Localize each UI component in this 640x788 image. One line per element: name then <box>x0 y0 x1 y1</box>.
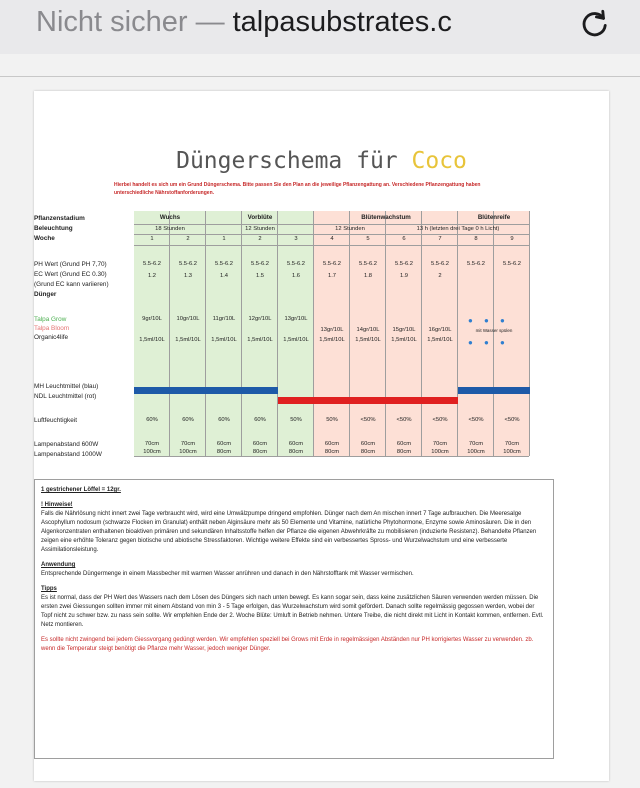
label-mh: MH Leuchtmittel (blau) <box>34 383 99 390</box>
grow-dose: 10gr/10L <box>176 316 200 322</box>
ph-value: 5.5-6.2 <box>142 261 162 267</box>
week-number: 5 <box>366 236 370 242</box>
lamp-distance-600: 70cm <box>468 441 484 447</box>
label-light: Beleuchtung <box>34 225 73 232</box>
ph-value: 5.5-6.2 <box>178 261 198 267</box>
ec-value: 1.7 <box>327 273 337 279</box>
anwendung-text: Entsprechende Düngermenge in einem Massbecher mit warmen Wasser anrühren und danach in den Nährstofftank mit Wasser vermischen. <box>41 571 414 577</box>
lamp-distance-1000: 80cm <box>324 449 340 455</box>
organic-dose: 1,5ml/10L <box>283 337 309 343</box>
url-separator: — <box>195 6 225 38</box>
phase-header: Blütenwachstum <box>361 214 411 221</box>
water-drop-icon: ● <box>484 316 489 325</box>
humidity-value: 60% <box>146 417 158 423</box>
label-fertilizer: Dünger <box>34 291 57 298</box>
label-week: Woche <box>34 235 55 242</box>
label-stadium: Pflanzenstadium <box>34 215 85 222</box>
ndl-light-bar <box>278 397 458 404</box>
label-organic: Organic4life <box>34 334 69 341</box>
organic-dose: 1,5ml/10L <box>319 337 345 343</box>
ph-value: 5.5-6.2 <box>286 261 306 267</box>
table-rule <box>134 234 529 235</box>
phase-header: Blütenreife <box>477 214 511 221</box>
ec-value: 1.8 <box>363 273 373 279</box>
grow-dose: 13gr/10L <box>284 316 308 322</box>
lamp-distance-1000: 80cm <box>360 449 376 455</box>
ec-value: 1.5 <box>255 273 265 279</box>
humidity-value: 60% <box>182 417 194 423</box>
ph-value: 5.5-6.2 <box>358 261 378 267</box>
grow-dose: 9gr/10L <box>142 316 162 322</box>
page-title <box>34 148 609 174</box>
lamp-distance-1000: 100cm <box>431 449 449 455</box>
lamp-distance-600: 70cm <box>432 441 448 447</box>
ph-value: 5.5-6.2 <box>502 261 522 267</box>
grow-dose: 11gr/10L <box>212 316 236 322</box>
lamp-distance-1000: 100cm <box>467 449 485 455</box>
lamp-distance-600: 70cm <box>504 441 520 447</box>
humidity-value: <50% <box>360 417 376 423</box>
week-number: 6 <box>402 236 406 242</box>
lamp-distance-600: 60cm <box>324 441 340 447</box>
tipps-text: Es ist normal, dass der PH Wert des Wassers nach dem Lösen des Düngers sich nach unten bewegt. Es kann sogar sein, dass keine zusätzlichen Säuren verwenden werden müssen. Die ersten zwei Giessungen sollten immer mit einem Abstand von min 3 - 5 Tage erfolgen, das Wurzelwachstum wird somit gefördert. Danach sollte regelmässig gegossen werden, wobei der Topf nicht zu schwer bzw. zu nass sein sollte. Wir empfehlen Ende der 2. Woche Blüte: Umluft in Betrieb nehmen. Untere Treibe, die nicht direkt mit Licht in Kontakt kommen, entfernen. Evtl. Netz montieren. <box>41 595 544 628</box>
week-number: 2 <box>186 236 190 242</box>
mh-light-bar <box>458 387 530 394</box>
ec-value: 1.9 <box>399 273 409 279</box>
week-number: 2 <box>258 236 262 242</box>
label-talpa-bloom: Talpa Bloom <box>34 325 70 332</box>
title-accent: Coco <box>411 148 467 174</box>
table-rule <box>134 245 529 246</box>
organic-dose: 1,5ml/10L <box>139 337 165 343</box>
humidity-value: <50% <box>396 417 412 423</box>
table-rule <box>134 456 529 457</box>
light-hours: 13 h (letzten drei Tage 0 h Licht) <box>416 226 500 232</box>
ph-value: 5.5-6.2 <box>394 261 414 267</box>
lamp-distance-1000: 100cm <box>503 449 521 455</box>
ph-value: 5.5-6.2 <box>322 261 342 267</box>
lamp-distance-600: 70cm <box>144 441 160 447</box>
organic-dose: 1,5ml/10L <box>391 337 417 343</box>
label-ndl: NDL Leuchtmittel (rot) <box>34 393 97 400</box>
phase-header: Vorblüte <box>247 214 273 221</box>
ec-value: 1.3 <box>183 273 193 279</box>
table-rule <box>134 224 529 225</box>
lamp-distance-600: 60cm <box>252 441 268 447</box>
organic-dose: 1,5ml/10L <box>355 337 381 343</box>
browser-url-bar[interactable] <box>0 0 640 54</box>
week-number: 4 <box>330 236 334 242</box>
label-ec-note: (Grund EC kann variieren) <box>34 281 109 288</box>
domain-text: talpasubstrates.c <box>232 6 452 38</box>
tipps-heading: Tipps <box>41 586 57 592</box>
label-humidity: Luftfeuchtigkeit <box>34 417 77 424</box>
anwendung-heading: Anwendung <box>41 562 76 568</box>
security-label: Nicht sicher <box>36 6 188 38</box>
week-number: 1 <box>150 236 154 242</box>
lamp-distance-1000: 80cm <box>396 449 412 455</box>
organic-dose: 1,5ml/10L <box>247 337 273 343</box>
bloom-dose: 16gr/10L <box>428 327 452 333</box>
label-ph: PH Wert (Grund PH 7,70) <box>34 261 107 268</box>
ec-value: 1.6 <box>291 273 301 279</box>
ph-value: 5.5-6.2 <box>466 261 486 267</box>
lamp-distance-600: 60cm <box>216 441 232 447</box>
title-main: Düngerschema für <box>176 148 398 174</box>
phase-header: Wuchs <box>159 214 181 221</box>
lamp-distance-1000: 80cm <box>288 449 304 455</box>
grow-dose: 12gr/10L <box>248 316 272 322</box>
week-number: 3 <box>294 236 298 242</box>
humidity-value: 60% <box>218 417 230 423</box>
week-number: 8 <box>474 236 478 242</box>
ec-value: 1.4 <box>219 273 229 279</box>
light-hours: 18 Stunden <box>155 226 185 232</box>
notes-box <box>34 479 554 759</box>
humidity-value: 50% <box>326 417 338 423</box>
mh-light-bar <box>134 387 278 394</box>
lamp-distance-600: 60cm <box>360 441 376 447</box>
label-ec: EC Wert (Grund EC 0.30) <box>34 271 107 278</box>
bloom-dose: 15gr/10L <box>392 327 416 333</box>
lamp-distance-1000: 80cm <box>216 449 232 455</box>
spoon-note: 1 gestrichener Löffel = 12gr. <box>41 487 121 493</box>
organic-dose: 1,5ml/10L <box>427 337 453 343</box>
warning-text: Es sollte nicht zwingend bei jedem Giessvorgang gedüngt werden. Wir empfehlen speziell bei Grows mit Erde in regelmässigen Abständen nur PH korrigiertes Wasser zu verwenden. zb. wenn die Temperatur steigt benötigt die Pflanze mehr Wasser, jedoch weniger Dünger. <box>41 637 534 652</box>
lamp-distance-600: 60cm <box>288 441 304 447</box>
humidity-value: <50% <box>468 417 484 423</box>
ph-value: 5.5-6.2 <box>250 261 270 267</box>
organic-dose: 1,5ml/10L <box>175 337 201 343</box>
water-drop-icon: ● <box>468 338 473 347</box>
lamp-distance-1000: 100cm <box>143 449 161 455</box>
lamp-distance-600: 70cm <box>180 441 196 447</box>
light-hours: 12 Stunden <box>335 226 365 232</box>
lamp-distance-1000: 100cm <box>179 449 197 455</box>
label-talpa-grow: Talpa Grow <box>34 316 67 323</box>
humidity-value: <50% <box>504 417 520 423</box>
week-number: 7 <box>438 236 442 242</box>
week-number: 1 <box>222 236 226 242</box>
toolbar-divider <box>0 76 640 77</box>
document-page <box>34 91 609 781</box>
bloom-dose: 13gr/10L <box>320 327 344 333</box>
intro-text: Hierbei handelt es sich um ein Grund Düngerschema. Bitte passen Sie den Plan an die jeweilige Pflanzengattung an. Verschiedene Pflanzengattung haben unterschiedliche Nährstoffanforderungen. <box>114 182 481 196</box>
ph-value: 5.5-6.2 <box>430 261 450 267</box>
organic-dose: 1,5ml/10L <box>211 337 237 343</box>
week-number: 9 <box>510 236 514 242</box>
ph-value: 5.5-6.2 <box>214 261 234 267</box>
water-drop-icon: ● <box>500 316 505 325</box>
url-text[interactable] <box>36 6 452 39</box>
rinse-note: mit Wasser spülen <box>475 328 513 333</box>
label-lamp-600: Lampenabstand 600W <box>34 441 99 448</box>
water-drop-icon: ● <box>484 338 489 347</box>
humidity-value: 60% <box>254 417 266 423</box>
lamp-distance-1000: 80cm <box>252 449 268 455</box>
hinweise-heading: ! Hinweise! <box>41 502 73 508</box>
humidity-value: <50% <box>432 417 448 423</box>
reload-icon[interactable] <box>578 7 612 41</box>
ec-value: 2 <box>438 273 442 279</box>
bloom-dose: 14gr/10L <box>356 327 380 333</box>
hinweise-text: Falls die Nährlösung nicht innert zwei Tage verbraucht wird, wird eine Umwälzpumpe dringend empfohlen. Dünger nach dem An mischen innert 7 Tage aufbrauchen. Die Meeresalge Ascophyllum nodosum (schwarze Flocken im Granulat) enthält neben Alginsäure mehr als 50 Elemente und Vitamine, natürliche Phytohormone, Enzyme sowie Aminosäuren. Die in den Algenkonzentraten enthaltenen bioaktiven primären und sekundären Inhaltsstoffe helfen der Pflanze die eigenen Abwehrkräfte zu mobilisieren (induzierte Resistenz). Behandelte Pflanzen zeigen eine erhöhte Toleranz gegen biotische und abiotische Stressfaktoren. Wichtige weitere Effekte sind ein verbessertes Spross- und Wurzelwachstum und eine verbesserte Assimilationsleistung. <box>41 511 537 553</box>
ec-value: 1.2 <box>147 273 157 279</box>
light-hours: 12 Stunden <box>245 226 275 232</box>
water-drop-icon: ● <box>500 338 505 347</box>
label-lamp-1000: Lampenabstand 1000W <box>34 451 102 458</box>
humidity-value: 50% <box>290 417 302 423</box>
lamp-distance-600: 60cm <box>396 441 412 447</box>
water-drop-icon: ● <box>468 316 473 325</box>
schedule-table <box>134 211 529 456</box>
